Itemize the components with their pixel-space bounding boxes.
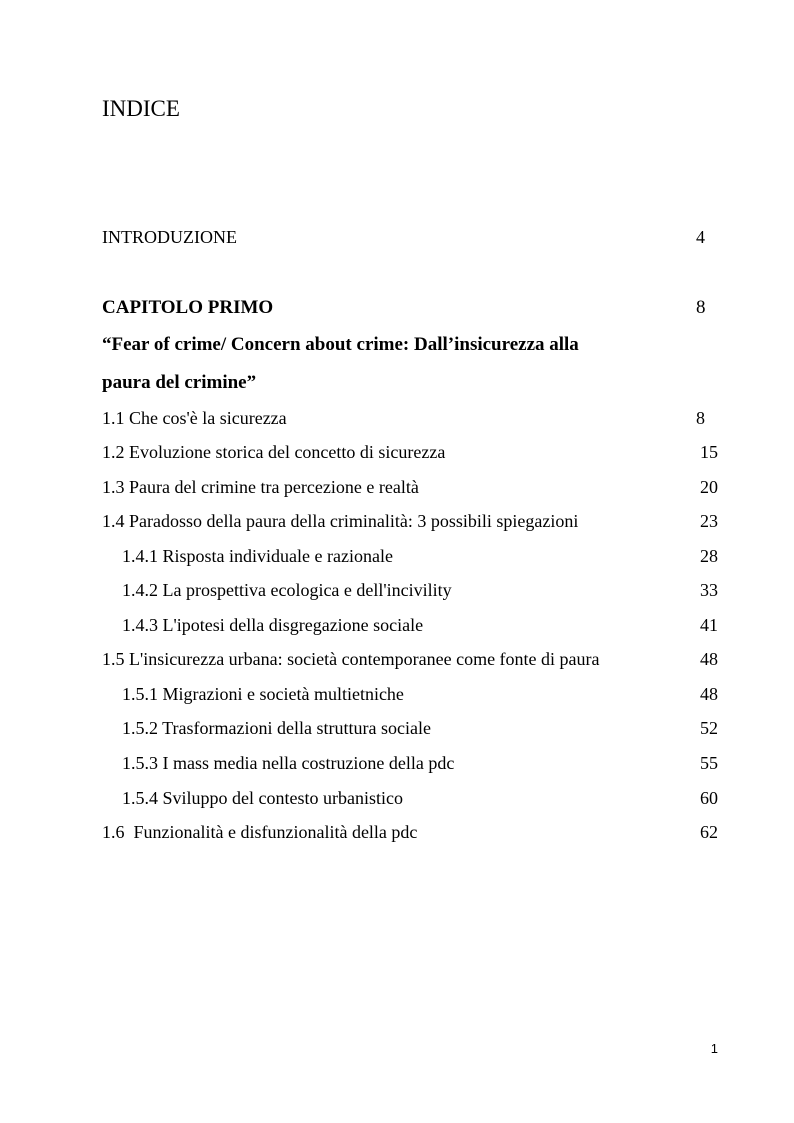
toc-entry-page: 33	[700, 580, 718, 600]
toc-entry-label: 1.3 Paura del crimine tra percezione e realtà	[102, 477, 419, 497]
page-number: 1	[710, 1041, 718, 1056]
toc-entry-label: 1.4.2 La prospettiva ecologica e dell'incivility	[122, 580, 452, 600]
page-title: INDICE	[102, 96, 180, 121]
toc-entry-label: 1.4 Paradosso della paura della criminalità: 3 possibili spiegazioni	[102, 511, 579, 531]
toc-entry-page: 4	[696, 227, 705, 247]
toc-entry-page: 15	[700, 442, 718, 462]
toc-entry-page: 48	[700, 649, 718, 669]
toc-entry-page: 20	[700, 477, 718, 497]
chapter-subtitle-text-2: paura del crimine”	[102, 372, 257, 393]
toc-entry-page: 60	[700, 788, 718, 808]
toc-entry-page: 62	[700, 822, 718, 842]
chapter-page: 8	[696, 297, 706, 318]
toc-entry-label: 1.4.3 L'ipotesi della disgregazione sociale	[122, 615, 424, 635]
toc-entry-label: 1.5.1 Migrazioni e società multietniche	[122, 684, 404, 704]
chapter-label: CAPITOLO PRIMO	[102, 297, 274, 318]
toc-entry-label: 1.5.3 I mass media nella costruzione della pdc	[122, 753, 455, 773]
toc-entry-label: INTRODUZIONE	[102, 227, 237, 247]
toc-entry-label: 1.5.2 Trasformazioni della struttura sociale	[122, 718, 431, 738]
toc-entry-label: 1.1 Che cos'è la sicurezza	[102, 408, 287, 428]
toc-entry-page: 23	[700, 511, 718, 531]
toc-entry-page: 55	[700, 753, 718, 773]
toc-entry-page: 41	[700, 615, 718, 635]
toc-entry-label: 1.5 L'insicurezza urbana: società contemporanee come fonte di paura	[102, 649, 600, 669]
toc-entry-page: 52	[700, 718, 718, 738]
toc-entry-page: 48	[700, 684, 718, 704]
chapter-subtitle-text-1: “Fear of crime/ Concern about crime: Dall’insicurezza alla	[102, 334, 579, 355]
toc-entry-label: 1.2 Evoluzione storica del concetto di sicurezza	[102, 442, 446, 462]
toc-entry-label: 1.4.1 Risposta individuale e razionale	[122, 546, 393, 566]
toc-entry-label: 1.5.4 Sviluppo del contesto urbanistico	[122, 788, 403, 808]
toc-entry-label: 1.6 Funzionalità e disfunzionalità della pdc	[102, 822, 418, 842]
toc-entry-page: 28	[700, 546, 718, 566]
toc-entry-page: 8	[696, 408, 705, 428]
